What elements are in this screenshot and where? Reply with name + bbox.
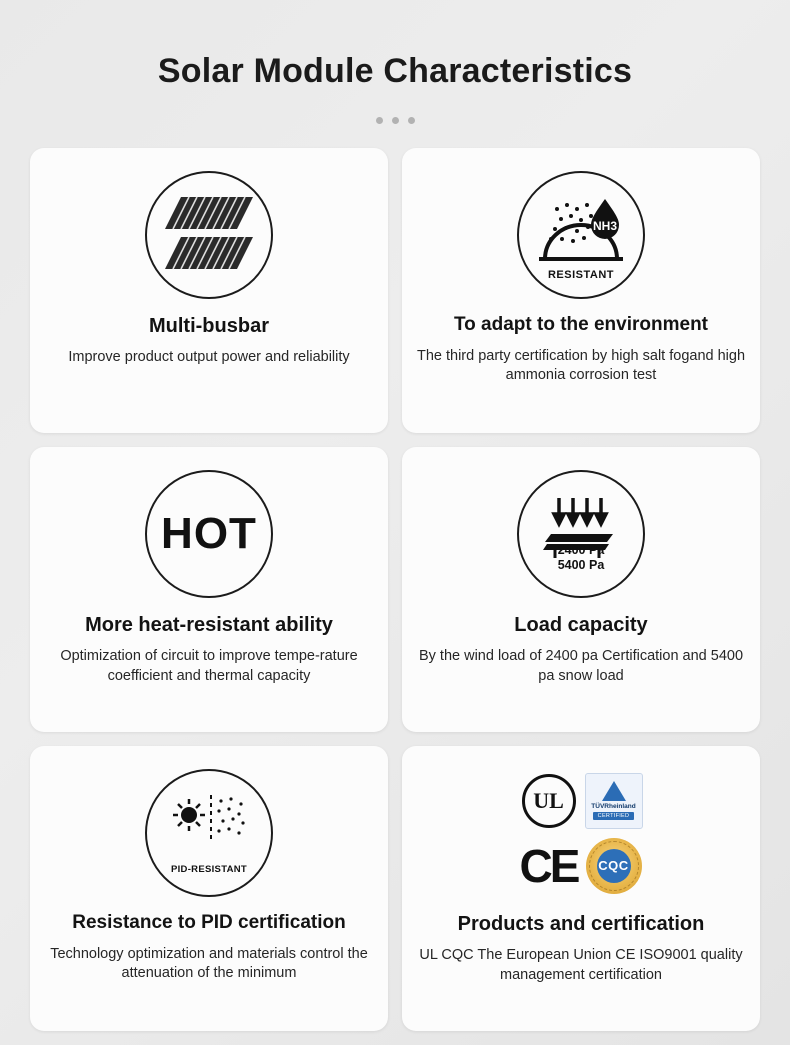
ce-logo-icon: CE	[519, 839, 578, 892]
certification-logos-icon	[516, 768, 646, 898]
card-description: Improve product output power and reliability	[68, 349, 350, 365]
icon-wrap	[144, 469, 274, 599]
carousel-dot-2[interactable]	[392, 117, 399, 124]
card-description: By the wind load of 2400 pa Certification and 5400 pa snow load	[418, 648, 744, 684]
card-title: Multi-busbar	[149, 315, 269, 337]
resistant-label: RESISTANT	[547, 269, 615, 281]
hot-label: HOT	[161, 509, 257, 558]
wind-load-value: 2400 Pa	[557, 542, 605, 557]
pid-resistant-icon	[145, 769, 273, 897]
feature-card-heat-resistant[interactable]	[30, 447, 388, 732]
icon-wrap	[144, 768, 274, 898]
tuv-triangle-icon	[602, 781, 626, 801]
load-values	[519, 543, 643, 574]
feature-card-certifications[interactable]	[402, 746, 760, 1031]
ul-logo-icon: UL	[522, 774, 576, 828]
multi-busbar-solar-cell-icon	[145, 171, 273, 299]
feature-card-environment[interactable]	[402, 148, 760, 433]
load-capacity-icon	[517, 470, 645, 598]
carousel-dot-1[interactable]	[376, 117, 383, 124]
cqc-ring	[589, 841, 639, 891]
card-description: The third party certification by high salt fogand high ammonia corrosion test	[416, 347, 746, 384]
icon-wrap	[144, 170, 274, 300]
page-title: Solar Module Characteristics	[157, 52, 633, 90]
svg-text:NH3: NH3	[592, 219, 618, 233]
feature-card-grid	[30, 148, 760, 1031]
card-description: Technology optimization and materials control the attenuation of the minimum	[50, 945, 368, 982]
cqc-logo-icon	[586, 838, 642, 894]
icon-wrap	[516, 469, 646, 599]
card-title: Products and certification	[457, 913, 705, 935]
icon-wrap	[516, 170, 646, 300]
card-title: Load capacity	[514, 614, 648, 636]
ammonia-salt-resistant-icon	[517, 171, 645, 299]
pid-resistant-label: PID-RESISTANT	[170, 864, 248, 875]
carousel-dot-3[interactable]	[408, 117, 415, 124]
tuv-rheinland-logo-icon	[585, 773, 643, 829]
feature-card-load-capacity[interactable]	[402, 447, 760, 732]
snow-load-value: 5400 Pa	[557, 558, 605, 573]
tuv-certified-label: CERTIFIED	[593, 812, 635, 820]
card-description: UL CQC The European Union CE ISO9001 quality management certification	[419, 947, 743, 983]
card-title: To adapt to the environment	[453, 314, 709, 335]
hot-temperature-icon	[145, 470, 273, 598]
cqc-label: CQC	[597, 849, 631, 883]
card-description: Optimization of circuit to improve tempe-rature coefficient and thermal capacity	[60, 648, 358, 684]
feature-card-multi-busbar[interactable]	[30, 148, 388, 433]
feature-card-pid-resistance[interactable]	[30, 746, 388, 1031]
carousel-dots[interactable]	[30, 117, 760, 124]
card-title: Resistance to PID certification	[72, 912, 346, 933]
icon-wrap	[516, 768, 646, 898]
card-title: More heat-resistant ability	[85, 614, 333, 636]
tuv-name-label: TÜVRheinland	[591, 803, 636, 810]
